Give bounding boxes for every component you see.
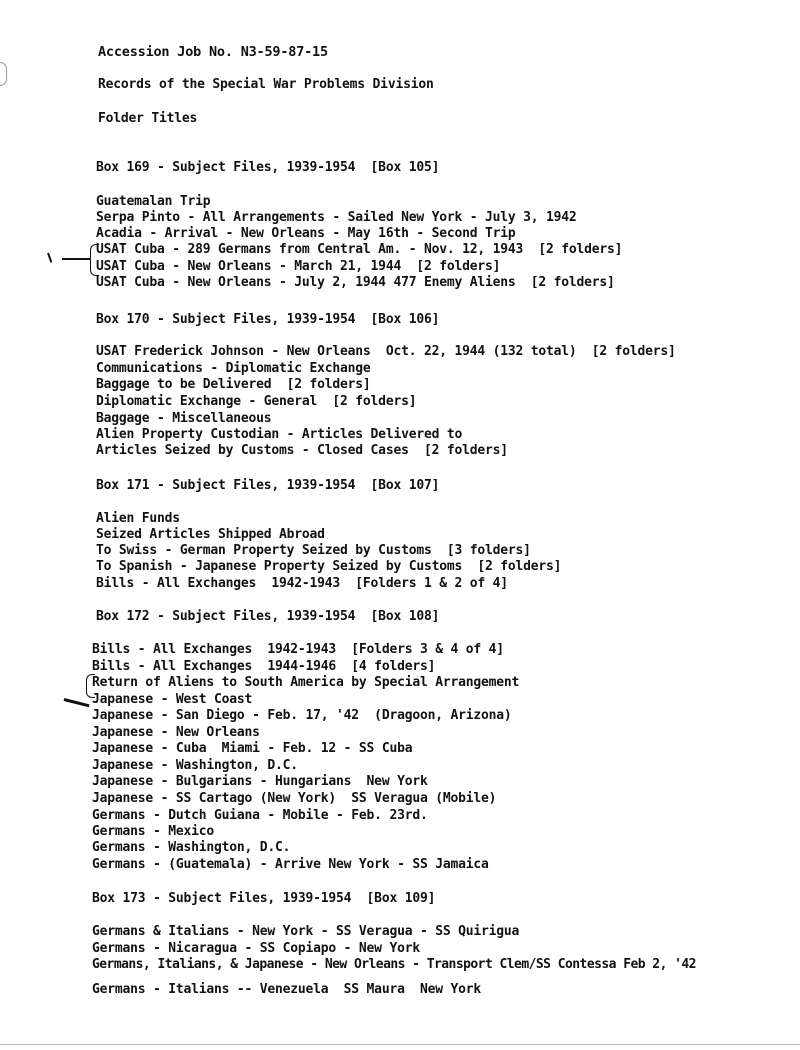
folder-entry: To Spanish - Japanese Property Seized by Customs [2 folders] (96, 559, 562, 574)
folder-entry: Seized Articles Shipped Abroad (96, 527, 325, 542)
folder-entry: Baggage to be Delivered [2 folders] (96, 377, 371, 392)
folder-entry: Japanese - Bulgarians - Hungarians New York (92, 774, 428, 789)
binding-hole-mark (0, 62, 7, 86)
records-title: Records of the Special War Problems Division (98, 77, 434, 92)
folder-entry: Diplomatic Exchange - General [2 folders] (96, 394, 417, 409)
folder-entry: Germans - Mexico (92, 824, 215, 839)
folder-entry: Japanese - Cuba Miami - Feb. 12 - SS Cuba (92, 741, 413, 756)
folder-entry: Japanese - SS Cartago (New York) SS Veragua (Mobile) (92, 791, 497, 806)
accession-number: Accession Job No. N3-59-87-15 (98, 44, 328, 60)
folder-entry: Serpa Pinto - All Arrangements - Sailed New York - July 3, 1942 (96, 210, 577, 225)
page-bottom-edge (0, 1044, 800, 1045)
folder-entry: Alien Funds (96, 511, 180, 526)
box-heading: Box 170 - Subject Files, 1939-1954 [Box 106] (96, 312, 440, 327)
box-heading: Box 173 - Subject Files, 1939-1954 [Box 109] (92, 891, 436, 906)
folder-entry: Germans & Italians - New York - SS Veragua - SS Quirigua (92, 924, 520, 939)
folder-entry: Bills - All Exchanges 1944-1946 [4 folders] (92, 659, 436, 674)
pen-tick-mark (47, 253, 52, 263)
pen-arrow-mark (64, 698, 90, 707)
pen-dash-mark (62, 258, 90, 260)
folder-entry: USAT Frederick Johnson - New Orleans Oct. 22, 1944 (132 total) [2 folders] (96, 344, 676, 359)
box-heading: Box 169 - Subject Files, 1939-1954 [Box 105] (96, 160, 440, 175)
folder-entry: Japanese - Washington, D.C. (92, 758, 298, 773)
folder-entry: USAT Cuba - New Orleans - July 2, 1944 477 Enemy Aliens [2 folders] (96, 275, 615, 290)
folder-entry: USAT Cuba - New Orleans - March 21, 1944 [2 folders] (96, 259, 501, 274)
folder-entry: Alien Property Custodian - Articles Delivered to (96, 427, 463, 442)
folder-entry: Germans - Washington, D.C. (92, 840, 291, 855)
folder-entry: Bills - All Exchanges 1942-1943 [Folders 1 & 2 of 4] (96, 576, 508, 591)
folder-entry: Bills - All Exchanges 1942-1943 [Folders 3 & 4 of 4] (92, 642, 504, 657)
folder-entry: Communications - Diplomatic Exchange (96, 361, 371, 376)
folder-entry: Germans, Italians, & Japanese - New Orleans - Transport Clem/SS Contessa Feb 2, '42 (92, 957, 696, 972)
box-heading: Box 171 - Subject Files, 1939-1954 [Box 107] (96, 478, 440, 493)
box-heading: Box 172 - Subject Files, 1939-1954 [Box 108] (96, 609, 440, 624)
folder-entry: Germans - Dutch Guiana - Mobile - Feb. 23rd. (92, 808, 428, 823)
folder-entry: Germans - Italians -- Venezuela SS Maura New York (92, 982, 481, 997)
folder-entry: Articles Seized by Customs - Closed Cases [2 folders] (96, 443, 508, 458)
folder-titles-heading: Folder Titles (98, 111, 198, 126)
folder-entry: Japanese - New Orleans (92, 725, 260, 740)
folder-entry: Japanese - San Diego - Feb. 17, '42 (Dragoon, Arizona) (92, 708, 512, 723)
pen-bracket-mark (90, 244, 99, 276)
folder-entry: Acadia - Arrival - New Orleans - May 16th - Second Trip (96, 226, 516, 241)
folder-entry: Return of Aliens to South America by Special Arrangement (92, 675, 520, 690)
folder-entry: Germans - Nicaragua - SS Copiapo - New York (92, 941, 420, 956)
folder-entry: Germans - (Guatemala) - Arrive New York - SS Jamaica (92, 857, 489, 872)
folder-entry: Baggage - Miscellaneous (96, 411, 272, 426)
folder-entry: USAT Cuba - 289 Germans from Central Am. - Nov. 12, 1943 [2 folders] (96, 242, 623, 257)
folder-entry: Guatemalan Trip (96, 194, 211, 209)
folder-entry: To Swiss - German Property Seized by Customs [3 folders] (96, 543, 531, 558)
folder-entry: Japanese - West Coast (92, 692, 253, 707)
